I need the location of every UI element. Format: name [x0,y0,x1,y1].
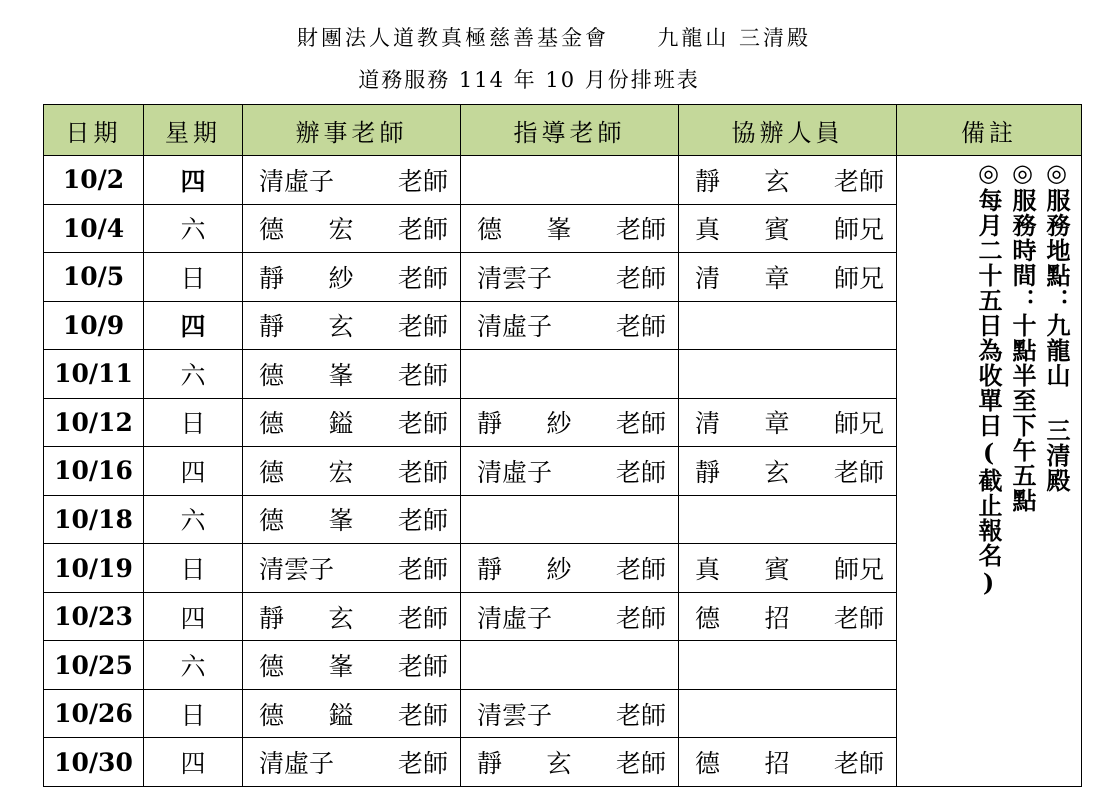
header-duty-teacher: 辦事老師 [243,105,461,156]
name-part: 靜 [477,555,503,585]
header-assistant: 協辦人員 [679,105,897,156]
date-cell: 10/18 [44,495,144,544]
weekday-cell: 日 [144,689,243,738]
date-cell: 10/12 [44,398,144,447]
name-part: 靜 [695,457,721,487]
name-part: 清虛子 [477,603,553,633]
duty-teacher-cell [243,544,461,593]
guide-teacher-cell [461,592,679,641]
name-part: 師兄 [833,409,884,439]
name-part: 德 [259,409,285,439]
date-cell: 10/11 [44,350,144,399]
duty-teacher-cell [243,447,461,496]
person-entry [461,744,678,780]
person-entry [243,210,460,246]
guide-teacher-cell [461,495,679,544]
duty-teacher-cell [243,301,461,350]
assistant-cell [679,544,897,593]
person-entry [461,307,678,343]
person-entry [679,162,896,198]
name-part: 清虛子 [259,166,335,196]
name-part: 老師 [615,215,666,245]
weekday-cell: 六 [144,204,243,253]
weekday-cell: 日 [144,398,243,447]
duty-teacher-cell [243,495,461,544]
guide-teacher-cell [461,156,679,205]
assistant-cell [679,204,897,253]
name-part: 老師 [397,215,448,245]
duty-teacher-cell [243,350,461,399]
name-part: 老師 [615,555,666,585]
duty-teacher-cell [243,156,461,205]
duty-teacher-cell [243,204,461,253]
weekday-cell: 日 [144,253,243,302]
name-part: 老師 [397,360,448,390]
name-part: 老師 [397,555,448,585]
person-entry [679,404,896,440]
name-part: 老師 [615,700,666,730]
name-part: 清雲子 [477,263,553,293]
date-cell: 10/23 [44,592,144,641]
name-part: 玄 [764,166,790,196]
weekday-cell: 四 [144,738,243,787]
date-cell: 10/2 [44,156,144,205]
assistant-cell [679,398,897,447]
weekday-cell: 四 [144,447,243,496]
person-entry [243,259,460,295]
weekday-cell: 四 [144,156,243,205]
date-cell: 10/19 [44,544,144,593]
name-part: 賓 [764,215,790,245]
person-entry [243,162,460,198]
name-part: 真 [695,215,721,245]
person-entry [679,210,896,246]
date-cell: 10/16 [44,447,144,496]
date-cell: 10/5 [44,253,144,302]
person-entry [243,599,460,635]
name-part: 清虛子 [477,457,553,487]
name-part: 老師 [397,263,448,293]
name-part: 靜 [695,166,721,196]
name-part: 老師 [615,263,666,293]
guide-teacher-cell [461,689,679,738]
name-part: 老師 [833,457,884,487]
person-entry [243,501,460,537]
name-part: 老師 [397,409,448,439]
name-part: 老師 [615,457,666,487]
name-part: 老師 [615,409,666,439]
name-part: 峯 [328,506,354,536]
name-part: 師兄 [833,215,884,245]
duty-teacher-cell [243,253,461,302]
name-part: 德 [259,360,285,390]
name-part: 德 [259,652,285,682]
name-part: 鎰 [328,409,354,439]
duty-teacher-cell [243,592,461,641]
header-row [44,105,1082,156]
name-part: 老師 [833,749,884,779]
person-entry [461,696,678,732]
name-part: 老師 [397,749,448,779]
person-entry [243,696,460,732]
person-entry [679,453,896,489]
person-entry [243,356,460,392]
name-part: 老師 [397,166,448,196]
remark-note: ◎每月二十五日為收單日(截止報名) [974,158,1003,598]
organization-title: 財團法人道教真極慈善基金會 九龍山 三清殿 [296,26,812,50]
assistant-cell [679,592,897,641]
header-guide-teacher: 指導老師 [461,105,679,156]
guide-teacher-cell [461,641,679,690]
person-entry [243,307,460,343]
name-part: 老師 [833,603,884,633]
table-row [44,156,1082,205]
person-entry [679,259,896,295]
name-part: 師兄 [833,263,884,293]
assistant-cell [679,738,897,787]
name-part: 章 [764,409,790,439]
date-cell: 10/4 [44,204,144,253]
assistant-cell [679,641,897,690]
person-entry [243,453,460,489]
guide-teacher-cell [461,447,679,496]
name-part: 清 [695,409,721,439]
duty-teacher-cell [243,689,461,738]
weekday-cell: 六 [144,350,243,399]
person-entry [243,550,460,586]
name-part: 德 [259,700,285,730]
duty-teacher-cell [243,641,461,690]
person-entry [461,453,678,489]
name-part: 老師 [397,457,448,487]
date-cell: 10/30 [44,738,144,787]
duty-teacher-cell [243,398,461,447]
assistant-cell [679,253,897,302]
name-part: 玄 [546,749,572,779]
name-part: 老師 [397,312,448,342]
guide-teacher-cell [461,398,679,447]
remarks-cell [897,156,1082,787]
name-part: 老師 [615,603,666,633]
person-entry [461,259,678,295]
remarks-notes [897,156,1081,786]
name-part: 玄 [764,457,790,487]
header-weekday: 星期 [144,105,243,156]
name-part: 靜 [259,603,285,633]
duty-teacher-cell [243,738,461,787]
guide-teacher-cell [461,350,679,399]
assistant-cell [679,350,897,399]
name-part: 靜 [259,263,285,293]
person-entry [679,599,896,635]
person-entry [243,404,460,440]
name-part: 峯 [328,360,354,390]
name-part: 真 [695,555,721,585]
assistant-cell [679,689,897,738]
schedule-body [44,156,1082,787]
person-entry [679,550,896,586]
guide-teacher-cell [461,253,679,302]
schedule-table [43,104,1082,787]
name-part: 鎰 [328,700,354,730]
name-part: 玄 [328,312,354,342]
name-part: 老師 [397,652,448,682]
person-entry [679,744,896,780]
name-part: 紗 [546,409,572,439]
assistant-cell [679,156,897,205]
date-cell: 10/9 [44,301,144,350]
name-part: 玄 [328,603,354,633]
name-part: 德 [259,457,285,487]
guide-teacher-cell [461,204,679,253]
name-part: 招 [764,749,790,779]
name-part: 德 [259,215,285,245]
person-entry [243,744,460,780]
name-part: 靜 [259,312,285,342]
name-part: 章 [764,263,790,293]
schedule-title: 道務服務 114 年 10 月份排班表 [358,68,700,92]
name-part: 德 [259,506,285,536]
name-part: 清虛子 [477,312,553,342]
person-entry [461,404,678,440]
weekday-cell: 四 [144,592,243,641]
name-part: 清 [695,263,721,293]
assistant-cell [679,301,897,350]
name-part: 老師 [615,749,666,779]
remark-note: ◎服務地點：九龍山 三清殿 [1042,158,1071,493]
header-remarks: 備註 [897,105,1082,156]
weekday-cell: 四 [144,301,243,350]
name-part: 清雲子 [259,555,335,585]
name-part: 老師 [397,506,448,536]
weekday-cell: 六 [144,495,243,544]
date-cell: 10/26 [44,689,144,738]
guide-teacher-cell [461,544,679,593]
person-entry [243,647,460,683]
name-part: 師兄 [833,555,884,585]
name-part: 德 [477,215,503,245]
name-part: 老師 [615,312,666,342]
remark-note: ◎服務時間：十點半至下午五點 [1008,158,1037,513]
name-part: 清雲子 [477,700,553,730]
name-part: 峯 [546,215,572,245]
guide-teacher-cell [461,738,679,787]
guide-teacher-cell [461,301,679,350]
header-date: 日期 [44,105,144,156]
name-part: 宏 [328,457,354,487]
name-part: 老師 [833,166,884,196]
name-part: 宏 [328,215,354,245]
person-entry [461,599,678,635]
assistant-cell [679,495,897,544]
name-part: 老師 [397,603,448,633]
weekday-cell: 六 [144,641,243,690]
name-part: 靜 [477,749,503,779]
name-part: 老師 [397,700,448,730]
weekday-cell: 日 [144,544,243,593]
name-part: 紗 [546,555,572,585]
person-entry [461,550,678,586]
name-part: 德 [695,749,721,779]
name-part: 德 [695,603,721,633]
name-part: 招 [764,603,790,633]
person-entry [461,210,678,246]
assistant-cell [679,447,897,496]
name-part: 賓 [764,555,790,585]
date-cell: 10/25 [44,641,144,690]
name-part: 清虛子 [259,749,335,779]
name-part: 紗 [328,263,354,293]
name-part: 靜 [477,409,503,439]
name-part: 峯 [328,652,354,682]
